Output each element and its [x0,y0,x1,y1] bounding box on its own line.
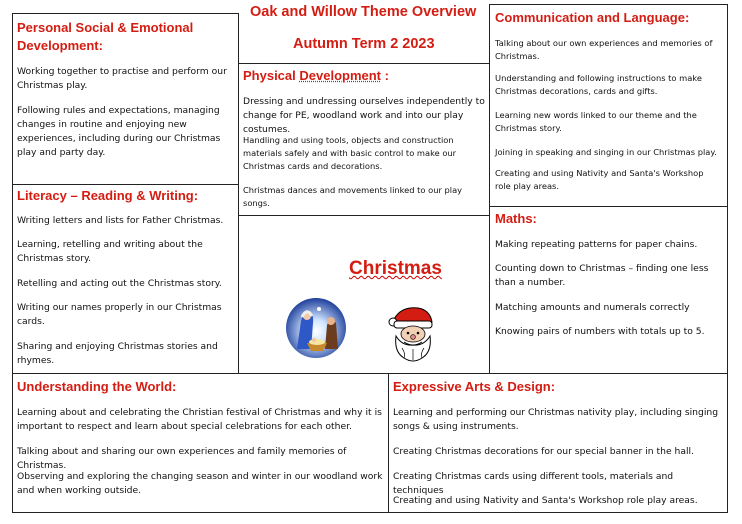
maths-item: Making repeating patterns for paper chains. [495,239,698,250]
psed-item: Working together to practise and perform our Christmas play. [17,66,227,91]
maths-box [489,206,728,374]
maths-item: Knowing pairs of numbers with totals up to 5. [495,326,705,337]
communication-item: Talking about our own experiences and memories of Christmas. [495,38,713,61]
world-item: Talking about and sharing our own experiences and family memories of Christmas. [17,446,347,471]
literacy-item: Writing letters and lists for Father Christmas. [17,215,224,226]
literacy-item: Sharing and enjoying Christmas stories and rhymes. [17,341,218,366]
literacy-item: Writing our names properly in our Christmas cards. [17,302,222,327]
arts-item: Creating Christmas cards using different tools, materials and techniques [393,471,674,496]
literacy-item: Retelling and acting out the Christmas story. [17,278,222,289]
world-heading: Understanding the World: [17,379,177,394]
communication-item: Understanding and following instructions to make Christmas decorations, cards and gifts. [495,73,702,96]
term-title: Autumn Term 2 2023 [293,36,435,52]
psed-heading: Personal Social & Emotional Development: [17,20,194,53]
page-title: Oak and Willow Theme Overview [250,4,477,20]
communication-heading: Communication and Language: [495,10,690,25]
maths-heading: Maths: [495,211,537,226]
physical-item: Dressing and undressing ourselves independently to change for PE, woodland work and into our play costumes. [243,96,485,135]
arts-item: Creating Christmas decorations for our special banner in the hall. [393,446,695,457]
physical-heading-prefix: Physical [243,68,300,83]
santa-icon [384,302,438,364]
literacy-heading: Literacy – Reading & Writing: [17,188,199,203]
physical-item: Christmas dances and movements linked to our play songs. [243,185,463,208]
maths-item: Matching amounts and numerals correctly [495,302,690,313]
nativity-icon [285,297,347,359]
physical-heading [243,67,389,85]
christmas-title: Christmas [349,258,442,279]
arts-item: Learning and performing our Christmas nativity play, including singing songs & using instruments. [393,407,719,432]
psed-item: Following rules and expectations, managing changes in routine and enjoying new experiences, including during our Christmas play and party day. [17,105,221,158]
physical-heading-word: Development [299,68,382,83]
arts-heading: Expressive Arts & Design: [393,379,556,394]
world-item: Learning about and celebrating the Christian festival of Christmas and why it is important to respect and learn about special celebrations for each other. [17,407,382,432]
communication-item: Joining in speaking and singing in our Christmas play. [495,147,717,157]
maths-item: Counting down to Christmas – finding one less than a number. [495,263,709,288]
physical-heading-suffix: : [381,68,389,83]
world-item: Observing and exploring the changing season and winter in our woodland work and when working outside. [17,471,383,496]
arts-item: Creating and using Nativity and Santa's Workshop role play areas. [393,495,698,506]
physical-item: Handling and using tools, objects and construction materials safely and with basic control to make our Christmas cards and decorations. [243,135,457,171]
communication-item: Creating and using Nativity and Santa's Workshop role play areas. [495,168,704,191]
communication-item: Learning new words linked to our theme and the Christmas story. [495,110,697,133]
literacy-item: Learning, retelling and writing about the Christmas story. [17,239,203,264]
